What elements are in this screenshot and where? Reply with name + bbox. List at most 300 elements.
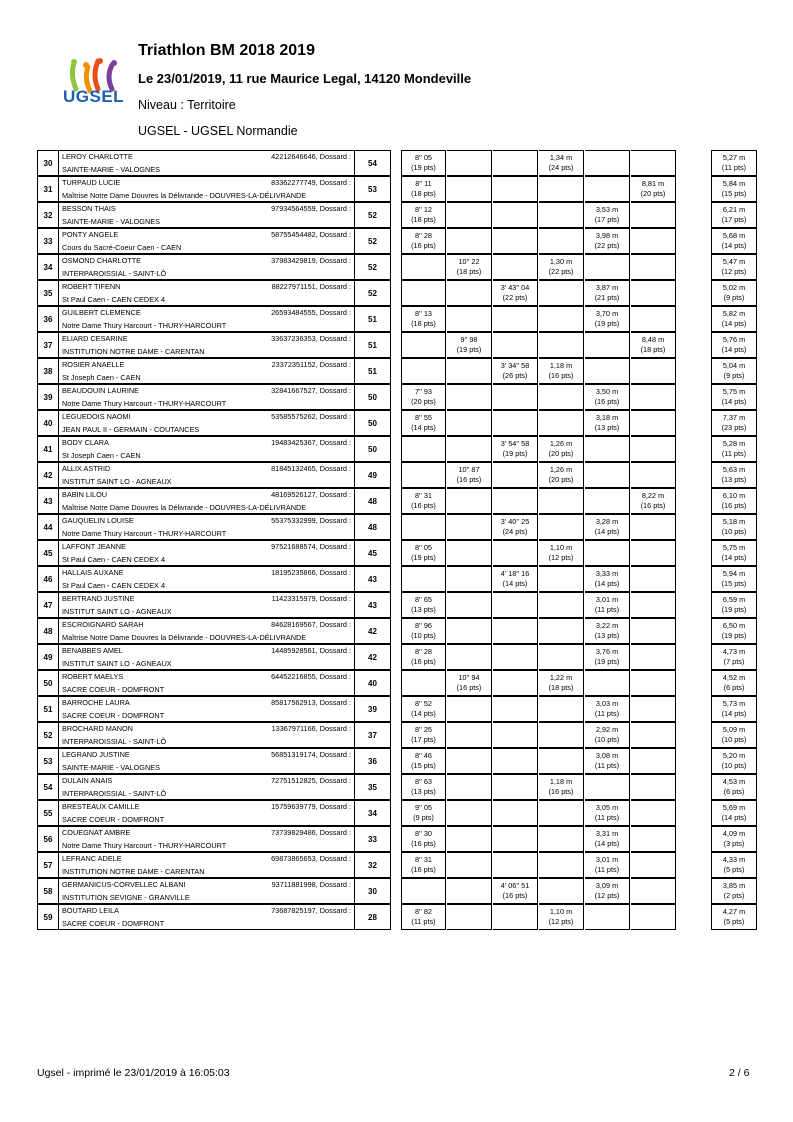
result-value: 6,10 m: [722, 491, 746, 500]
result-points: (12 pts): [721, 267, 747, 276]
event-result-cell: [447, 722, 492, 748]
athlete-name: GAUQUELIN LOUISE: [62, 516, 134, 525]
table-row: [37, 384, 757, 410]
event-result-cell: [711, 774, 757, 800]
event-result-cell: [539, 150, 584, 176]
result-points: (10 pts): [594, 735, 620, 744]
event-result-cell: [401, 774, 446, 800]
result-value: 5,68 m: [722, 231, 746, 240]
result-points: (13 pts): [594, 423, 620, 432]
event-result-cell: [585, 878, 630, 904]
result-points: (15 pts): [721, 189, 747, 198]
event-result-cell: [493, 176, 538, 202]
athlete-id: 85817562913, Dossard :: [271, 698, 351, 707]
event-result-cell: [631, 410, 676, 436]
result-value: 10'' 94: [458, 673, 480, 682]
event-result-cell: [585, 280, 630, 306]
total-points-cell: 52: [355, 202, 391, 228]
result-points: (21 pts): [594, 293, 620, 302]
event-result-cell: [447, 358, 492, 384]
table-row: [37, 358, 757, 384]
result-points: (20 pts): [548, 475, 574, 484]
athlete-school: INTERPAROISSIAL - SAINT-LÔ: [62, 269, 167, 278]
event-result-cell: [493, 748, 538, 774]
event-result-cell: [631, 514, 676, 540]
result-points: (14 pts): [721, 397, 747, 406]
event-result-cell: [711, 800, 757, 826]
event-result-cell: [585, 696, 630, 722]
event-result-cell: [447, 852, 492, 878]
table-row: [37, 462, 757, 488]
result-points: (11 pts): [594, 865, 620, 874]
event-result-cell: [401, 358, 446, 384]
event-result-cell: [711, 202, 757, 228]
rank-cell: 49: [37, 644, 59, 670]
table-row: [37, 202, 757, 228]
event-result-cell: [401, 306, 446, 332]
total-points-cell: 43: [355, 566, 391, 592]
event-result-cell: [539, 306, 584, 332]
result-points: (17 pts): [594, 215, 620, 224]
event-result-cell: [447, 774, 492, 800]
athlete-school: INSTITUTION NOTRE DAME - CARENTAN: [62, 867, 205, 876]
result-value: 3' 54'' 58: [500, 439, 530, 448]
event-result-cell: [539, 462, 584, 488]
athlete-school: INSTITUTION SEVIGNE - GRANVILLE: [62, 893, 190, 902]
table-row: [37, 722, 757, 748]
table-row: [37, 826, 757, 852]
event-result-cell: [585, 436, 630, 462]
result-points: (14 pts): [721, 319, 747, 328]
result-value: 9'' 05: [415, 803, 432, 812]
result-points: (5 pts): [723, 865, 745, 874]
print-timestamp: Ugsel - imprimé le 23/01/2019 à 16:05:03: [37, 1067, 230, 1079]
event-result-cell: [711, 852, 757, 878]
event-result-cell: [401, 488, 446, 514]
result-points: (14 pts): [411, 423, 436, 432]
athlete-school: SACRE COEUR - DOMFRONT: [62, 685, 165, 694]
result-value: 1,26 m: [549, 439, 573, 448]
rank-cell: 30: [37, 150, 59, 176]
result-value: 3,33 m: [595, 569, 619, 578]
athlete-id: 19483425367, Dossard :: [271, 438, 351, 447]
athlete-school: INSTITUT SAINT LO - AGNEAUX: [62, 477, 172, 486]
athlete-id: 11423315979, Dossard :: [271, 594, 351, 603]
event-result-cell: [711, 384, 757, 410]
total-points-cell: 42: [355, 618, 391, 644]
event-result-cell: [447, 332, 492, 358]
event-result-cell: [493, 306, 538, 332]
result-value: 10'' 22: [458, 257, 480, 266]
event-result-cell: [401, 878, 446, 904]
event-result-cell: [493, 254, 538, 280]
result-points: (6 pts): [723, 787, 745, 796]
event-result-cell: [401, 228, 446, 254]
event-result-cell: [401, 852, 446, 878]
table-row: [37, 488, 757, 514]
event-result-cell: [447, 462, 492, 488]
event-result-cell: [711, 332, 757, 358]
event-result-cell: [585, 254, 630, 280]
event-result-cell: [401, 176, 446, 202]
event-result-cell: [585, 670, 630, 696]
rank-cell: 37: [37, 332, 59, 358]
athlete-name: ALLIX ASTRID: [62, 464, 111, 473]
table-row: [37, 774, 757, 800]
table-row: [37, 748, 757, 774]
result-points: (12 pts): [594, 891, 620, 900]
athlete-id: 37983429819, Dossard :: [271, 256, 351, 265]
event-result-cell: [585, 514, 630, 540]
athlete-school: INSTITUT SAINT LO - AGNEAUX: [62, 659, 172, 668]
event-result-cell: [539, 540, 584, 566]
event-result-cell: [401, 904, 446, 930]
athlete-name: BOUTARD LEILA: [62, 906, 120, 915]
result-points: (12 pts): [548, 917, 574, 926]
event-result-cell: [539, 514, 584, 540]
table-row: [37, 592, 757, 618]
result-value: 4,09 m: [722, 829, 746, 838]
page-title: Triathlon BM 2018 2019: [138, 42, 315, 59]
event-result-cell: [585, 592, 630, 618]
event-result-cell: [447, 566, 492, 592]
result-points: (6 pts): [723, 683, 745, 692]
athlete-id: 33637236353, Dossard :: [271, 334, 351, 343]
athlete-id: 69873865653, Dossard :: [271, 854, 351, 863]
event-result-cell: [631, 254, 676, 280]
event-result-cell: [447, 436, 492, 462]
result-value: 5,82 m: [722, 309, 746, 318]
event-result-cell: [539, 670, 584, 696]
table-row: [37, 436, 757, 462]
result-points: (16 pts): [411, 657, 436, 666]
event-result-cell: [539, 228, 584, 254]
event-result-cell: [631, 306, 676, 332]
page-number: 2 / 6: [729, 1067, 750, 1079]
rank-cell: 31: [37, 176, 59, 202]
result-value: 1,30 m: [549, 257, 573, 266]
result-points: (13 pts): [411, 787, 436, 796]
result-value: 8'' 65: [415, 595, 432, 604]
result-value: 8'' 52: [415, 699, 432, 708]
event-result-cell: [539, 384, 584, 410]
event-result-cell: [447, 878, 492, 904]
athlete-cell: [59, 462, 355, 488]
event-result-cell: [711, 306, 757, 332]
event-result-cell: [631, 670, 676, 696]
athlete-cell: [59, 176, 355, 202]
result-value: 3,85 m: [722, 881, 746, 890]
result-value: 1,34 m: [549, 153, 573, 162]
result-points: (16 pts): [594, 397, 620, 406]
event-result-cell: [401, 696, 446, 722]
athlete-cell: [59, 358, 355, 384]
result-points: (5 pts): [723, 917, 745, 926]
athlete-id: 32841667527, Dossard :: [271, 386, 351, 395]
result-value: 6,59 m: [722, 595, 746, 604]
rank-cell: 46: [37, 566, 59, 592]
rank-cell: 42: [37, 462, 59, 488]
event-result-cell: [631, 566, 676, 592]
result-points: (17 pts): [721, 215, 747, 224]
athlete-id: 42212646646, Dossard :: [271, 152, 351, 161]
result-points: (16 pts): [548, 787, 574, 796]
athlete-id: 83362277749, Dossard :: [271, 178, 351, 187]
event-result-cell: [711, 514, 757, 540]
rank-cell: 44: [37, 514, 59, 540]
result-points: (20 pts): [548, 449, 574, 458]
result-points: (10 pts): [721, 735, 747, 744]
athlete-id: 55375332999, Dossard :: [271, 516, 351, 525]
result-points: (19 pts): [721, 631, 747, 640]
athlete-name: BESSON THAIS: [62, 204, 116, 213]
result-value: 3' 34'' 58: [500, 361, 530, 370]
event-result-cell: [631, 228, 676, 254]
result-value: 4' 06'' 51: [500, 881, 530, 890]
athlete-id: 97934564559, Dossard :: [271, 204, 351, 213]
result-value: 8'' 11: [415, 179, 432, 188]
result-points: (9 pts): [413, 813, 434, 822]
event-result-cell: [447, 800, 492, 826]
result-points: (2 pts): [723, 891, 745, 900]
result-value: 8'' 31: [415, 491, 432, 500]
event-result-cell: [711, 592, 757, 618]
event-result-cell: [539, 202, 584, 228]
event-result-cell: [711, 254, 757, 280]
result-points: (16 pts): [456, 683, 482, 692]
event-result-cell: [585, 540, 630, 566]
result-points: (23 pts): [721, 423, 747, 432]
result-points: (19 pts): [456, 345, 482, 354]
event-result-cell: [401, 202, 446, 228]
event-result-cell: [539, 644, 584, 670]
rank-cell: 35: [37, 280, 59, 306]
result-value: 3,50 m: [595, 387, 619, 396]
event-result-cell: [539, 358, 584, 384]
result-points: (12 pts): [548, 553, 574, 562]
result-value: 8'' 46: [415, 751, 432, 760]
athlete-name: ELIARD CESARINE: [62, 334, 128, 343]
event-result-cell: [711, 436, 757, 462]
event-result-cell: [539, 410, 584, 436]
athlete-school: SACRE COEUR - DOMFRONT: [62, 711, 165, 720]
result-points: (13 pts): [721, 475, 747, 484]
total-points-cell: 34: [355, 800, 391, 826]
event-result-cell: [585, 488, 630, 514]
total-points-cell: 52: [355, 280, 391, 306]
result-value: 4,53 m: [722, 777, 746, 786]
result-value: 8'' 55: [415, 413, 432, 422]
rank-cell: 40: [37, 410, 59, 436]
athlete-id: 64452216855, Dossard :: [271, 672, 351, 681]
table-row: [37, 514, 757, 540]
event-result-cell: [631, 722, 676, 748]
result-value: 1,22 m: [549, 673, 573, 682]
event-result-cell: [585, 176, 630, 202]
event-result-cell: [631, 696, 676, 722]
result-value: 8,81 m: [641, 179, 665, 188]
athlete-name: LEGRAND JUSTINE: [62, 750, 130, 759]
result-value: 8'' 82: [415, 907, 432, 916]
event-result-cell: [447, 514, 492, 540]
result-value: 5,76 m: [722, 335, 746, 344]
event-result-cell: [585, 228, 630, 254]
table-row: [37, 800, 757, 826]
event-result-cell: [539, 826, 584, 852]
event-result-cell: [539, 748, 584, 774]
event-result-cell: [631, 592, 676, 618]
total-points-cell: 53: [355, 176, 391, 202]
result-points: (18 pts): [456, 267, 482, 276]
total-points-cell: 50: [355, 384, 391, 410]
athlete-id: 72751512825, Dossard :: [271, 776, 351, 785]
result-value: 8'' 28: [415, 647, 432, 656]
event-result-cell: [711, 358, 757, 384]
rank-cell: 56: [37, 826, 59, 852]
athlete-school: SACRE COEUR - DOMFRONT: [62, 919, 165, 928]
athlete-id: 73687825197, Dossard :: [271, 906, 351, 915]
result-points: (11 pts): [594, 761, 620, 770]
table-row: [37, 644, 757, 670]
event-result-cell: [401, 592, 446, 618]
event-result-cell: [711, 176, 757, 202]
result-value: 8'' 13: [415, 309, 432, 318]
event-result-cell: [585, 150, 630, 176]
event-result-cell: [631, 462, 676, 488]
event-result-cell: [585, 566, 630, 592]
result-value: 5,63 m: [722, 465, 746, 474]
athlete-school: SAINTE-MARIE - VALOGNES: [62, 165, 160, 174]
event-result-cell: [585, 826, 630, 852]
result-points: (14 pts): [502, 579, 528, 588]
result-points: (11 pts): [594, 813, 620, 822]
athlete-name: LAFFONT JEANNE: [62, 542, 126, 551]
result-points: (16 pts): [456, 475, 482, 484]
result-value: 4,33 m: [722, 855, 746, 864]
result-points: (16 pts): [721, 501, 747, 510]
event-result-cell: [447, 306, 492, 332]
event-result-cell: [401, 150, 446, 176]
result-points: (14 pts): [411, 709, 436, 718]
result-value: 5,02 m: [722, 283, 746, 292]
event-result-cell: [447, 280, 492, 306]
athlete-id: 18195235866, Dossard :: [271, 568, 351, 577]
event-result-cell: [539, 852, 584, 878]
event-result-cell: [493, 826, 538, 852]
athlete-id: 73739829486, Dossard :: [271, 828, 351, 837]
athlete-cell: [59, 618, 355, 644]
athlete-name: LEROY CHARLOTTE: [62, 152, 133, 161]
event-result-cell: [447, 202, 492, 228]
result-points: (15 pts): [411, 761, 436, 770]
event-result-cell: [631, 618, 676, 644]
athlete-school: St Joseph Caen - CAEN: [62, 373, 141, 382]
rank-cell: 39: [37, 384, 59, 410]
event-result-cell: [539, 332, 584, 358]
event-result-cell: [401, 826, 446, 852]
rank-cell: 53: [37, 748, 59, 774]
athlete-school: St Paul Caen - CAEN CEDEX 4: [62, 295, 166, 304]
total-points-cell: 54: [355, 150, 391, 176]
athlete-name: GERMANICUS-CORVELLEC ALBANI: [62, 880, 186, 889]
athlete-name: ROBERT MAELYS: [62, 672, 124, 681]
event-result-cell: [447, 618, 492, 644]
event-result-cell: [631, 202, 676, 228]
athlete-cell: [59, 384, 355, 410]
result-points: (22 pts): [548, 267, 574, 276]
event-result-cell: [401, 462, 446, 488]
event-result-cell: [585, 644, 630, 670]
event-result-cell: [493, 904, 538, 930]
result-points: (18 pts): [411, 189, 436, 198]
event-result-cell: [711, 904, 757, 930]
result-points: (16 pts): [502, 891, 528, 900]
result-value: 8'' 31: [415, 855, 432, 864]
result-points: (3 pts): [723, 839, 745, 848]
event-result-cell: [585, 332, 630, 358]
athlete-cell: [59, 488, 355, 514]
event-result-cell: [711, 748, 757, 774]
event-result-cell: [631, 644, 676, 670]
total-points-cell: 36: [355, 748, 391, 774]
total-points-cell: 39: [355, 696, 391, 722]
result-value: 3,01 m: [595, 595, 619, 604]
event-result-cell: [493, 488, 538, 514]
athlete-cell: [59, 748, 355, 774]
rank-cell: 52: [37, 722, 59, 748]
event-result-cell: [493, 774, 538, 800]
athlete-name: OSMOND CHARLOTTE: [62, 256, 142, 265]
result-value: 5,94 m: [722, 569, 746, 578]
event-result-cell: [539, 696, 584, 722]
event-result-cell: [711, 696, 757, 722]
athlete-school: Notre Dame Thury Harcourt - THURY-HARCOURT: [62, 399, 227, 408]
athlete-cell: [59, 254, 355, 280]
event-result-cell: [711, 826, 757, 852]
rank-cell: 45: [37, 540, 59, 566]
total-points-cell: 49: [355, 462, 391, 488]
result-points: (18 pts): [411, 215, 436, 224]
total-points-cell: 52: [355, 254, 391, 280]
event-result-cell: [493, 852, 538, 878]
result-value: 9'' 98: [460, 335, 478, 344]
rank-cell: 58: [37, 878, 59, 904]
event-result-cell: [631, 540, 676, 566]
result-points: (19 pts): [411, 553, 436, 562]
athlete-name: ESCROIGNARD SARAH: [62, 620, 144, 629]
result-points: (24 pts): [548, 163, 574, 172]
table-row: [37, 904, 757, 930]
result-value: 5,27 m: [722, 153, 746, 162]
event-result-cell: [493, 696, 538, 722]
event-result-cell: [493, 280, 538, 306]
event-result-cell: [493, 358, 538, 384]
rank-cell: 54: [37, 774, 59, 800]
result-value: 8'' 63: [415, 777, 432, 786]
athlete-id: 84628169567, Dossard :: [271, 620, 351, 629]
result-value: 3,53 m: [595, 205, 619, 214]
event-result-cell: [631, 358, 676, 384]
event-result-cell: [711, 410, 757, 436]
result-points: (16 pts): [411, 241, 436, 250]
event-result-cell: [585, 852, 630, 878]
event-result-cell: [401, 644, 446, 670]
table-row: [37, 176, 757, 202]
result-points: (22 pts): [502, 293, 528, 302]
result-value: 5,28 m: [722, 439, 746, 448]
result-value: 8'' 12: [415, 205, 432, 214]
event-result-cell: [493, 150, 538, 176]
